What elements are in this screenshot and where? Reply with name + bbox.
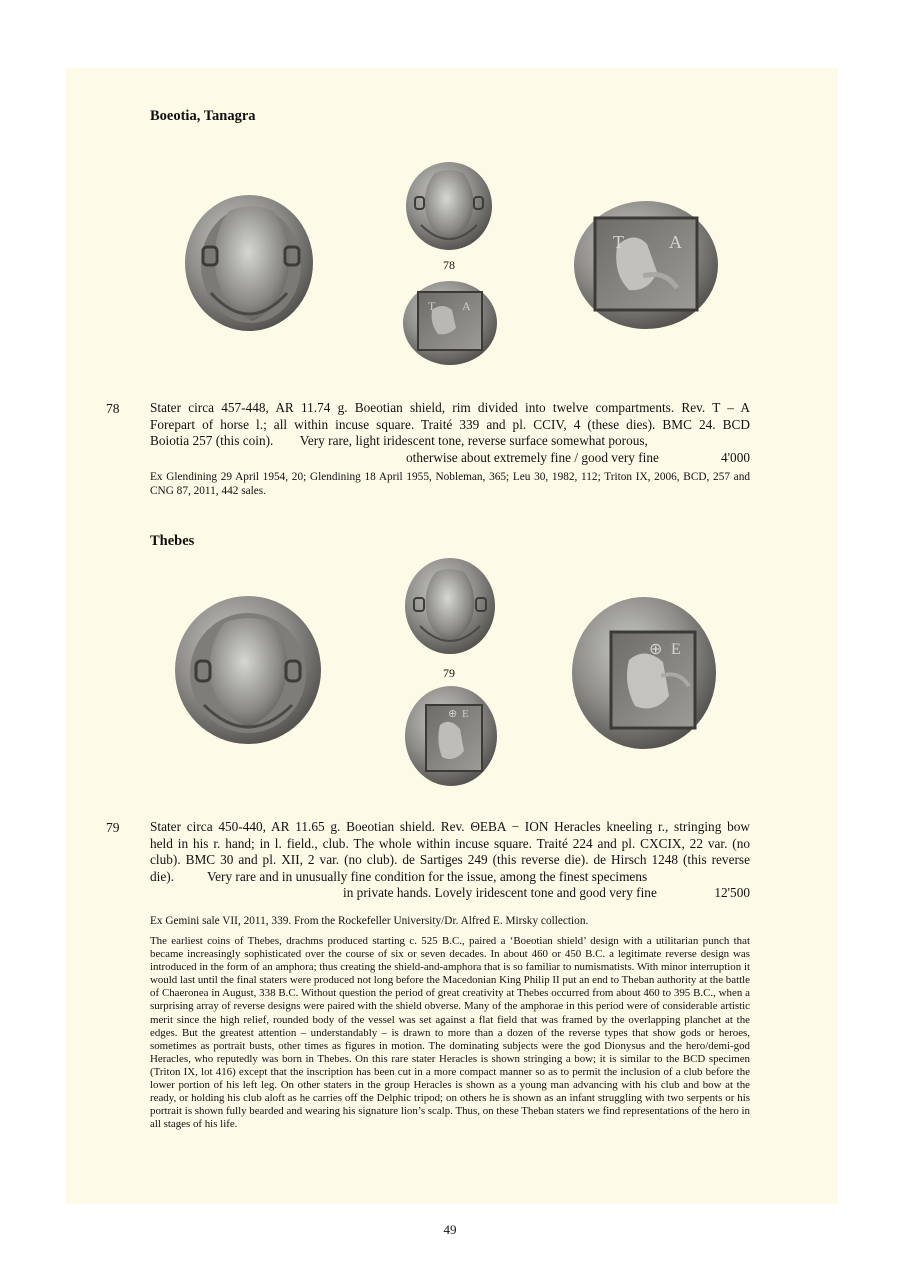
coin-79-small-legend-e: E bbox=[462, 708, 469, 720]
lot-79-grade-row bbox=[150, 885, 750, 902]
lot-79-essay: The earliest coins of Thebes, drachms produced starting c. 525 B.C., paired a ‘Boeotian shield’ design with a utilitarian punch that became increasingly sophisticated over the course of six or seven decades. In about 460 or 450 B.C. a legitimate reverse design was introduced in the form of an amphora; thus creating the shield-and-amphora that is so familiar to numismatists. With minor interruption it would last until the final staters were produced not long before the Macedonian King Philip II put an end to Theban authority at the battle of Chaeronea in August, 338 B.C. Without question the period of great creativity at Thebes occurred from about 460 to 395 B.C., when a surprising array of reverse designs were paired with the shield obverse. Many of the amphorae in this period were of considerable artistic merit since the high relief, rounded body of the vessel was set against a flat field that was framed by the overlapping planchet at the edges. But the greatest attention – understandably – is drawn to more than a dozen of the reverse types that show gods or heroes, sometimes as portrait busts, other times as figures in motion. The dominating subjects were the god Dionysus and the hero/demi-god Heracles, who reputedly was born in Thebes. On this rare stater Heracles is shown stringing a bow; it is similar to the BCD specimen (Triton IX, lot 416) except that the inscription has been cut in a more compact manner so as to permit the inclusion of a club before the lower portion of his left leg. On other staters in the group Heracles is shown as a young man advancing with his club and bow at the ready, or holding his club aloft as he carries off the Delphic tripod; on others he is shown as an infant struggling with two serpents or his portrait is shown fully bearded and wearing his signature lion’s scalp. Thus, on these Theban staters we find representations of the hero in all stages of his life. bbox=[150, 935, 750, 1131]
coin-79-obverse-large bbox=[174, 595, 322, 745]
coin-79-large-legend-e: E bbox=[671, 641, 681, 658]
lot-78-provenance: Ex Glendining 29 April 1954, 20; Glendining 18 April 1955, Nobleman, 365; Leu 30, 1982, 112; Triton IX, 2006, BCD, 257 and CNG 87, 2011, 442 sales. bbox=[150, 471, 750, 497]
lot-78-grade-row bbox=[150, 450, 750, 467]
section-heading-tanagra: Boeotia, Tanagra bbox=[150, 108, 256, 124]
lot-79-provenance: Ex Gemini sale VII, 2011, 339. From the Rockefeller University/Dr. Alfred E. Mirsky collection. bbox=[150, 915, 589, 927]
coin-78-large-letter-a: A bbox=[669, 232, 682, 252]
coin-78-small-letter-t: T bbox=[428, 299, 436, 313]
coin-78-small-letter-a: A bbox=[462, 299, 471, 313]
lot-78-desc-line-2: Forepart of horse l.; all within incuse square. Traité 339 and pl. CCIV, 4 (these dies). BMC 24. BCD bbox=[150, 416, 750, 432]
coin-78-large-letter-t: T bbox=[613, 232, 624, 252]
lot-78-desc-line-1: Stater circa 457-448, AR 11.74 g. Boeotian shield, rim divided into twelve compartments. Rev. T – A bbox=[150, 400, 750, 415]
lot-79-grade: in private hands. Lovely iridescent tone and good very fine bbox=[343, 885, 657, 900]
lot-79-desc-line-3: club). BMC 30 and pl. XII, 2 var. (no club). de Sartiges 249 (this reverse die). de Hirsch 1248 (this reverse bbox=[150, 852, 750, 867]
lot-78-grade: otherwise about extremely fine / good very fine bbox=[406, 449, 659, 465]
lot-78-description bbox=[150, 400, 750, 466]
plate-label-79: 79 bbox=[443, 666, 455, 680]
lot-number-79: 79 bbox=[106, 820, 120, 835]
page-number: 49 bbox=[443, 1222, 457, 1237]
coin-79-reverse-small bbox=[404, 685, 498, 787]
lot-78-desc-line-3: Boiotia 257 (this coin). Very rare, light iridescent tone, reverse surface somewhat porous, bbox=[150, 433, 648, 448]
lot-79-desc-line-4: die). Very rare and in unusually fine condition for the issue, among the finest specimens bbox=[150, 868, 648, 884]
coin-79-small-legend-theta: ⊕ bbox=[448, 708, 458, 720]
lot-78-price: 4'000 bbox=[721, 449, 750, 465]
lot-79-price: 12'500 bbox=[714, 885, 750, 900]
coin-78-obverse-large bbox=[183, 193, 315, 333]
coin-79-obverse-small bbox=[404, 556, 496, 656]
coin-78-obverse-small bbox=[405, 161, 493, 251]
plate-label-78: 78 bbox=[443, 258, 455, 272]
lot-79-description bbox=[150, 819, 750, 902]
coin-79-reverse-large bbox=[571, 596, 717, 750]
lot-79-desc-line-1: Stater circa 450-440, AR 11.65 g. Boeotian shield. Rev. ΘEBA − ION Heracles kneeling r., stringing bow bbox=[150, 819, 750, 834]
coin-78-reverse-large bbox=[573, 200, 719, 330]
lot-79-desc-line-2: held in his r. hand; in l. field., club. The whole within incuse square. Traité 224 and pl. CXCIX, 22 var. (no bbox=[150, 835, 750, 851]
lot-number-78: 78 bbox=[106, 401, 120, 416]
coin-78-reverse-small bbox=[402, 280, 498, 366]
section-heading-thebes: Thebes bbox=[150, 533, 195, 549]
coin-79-large-legend-theta: ⊕ bbox=[649, 641, 663, 658]
